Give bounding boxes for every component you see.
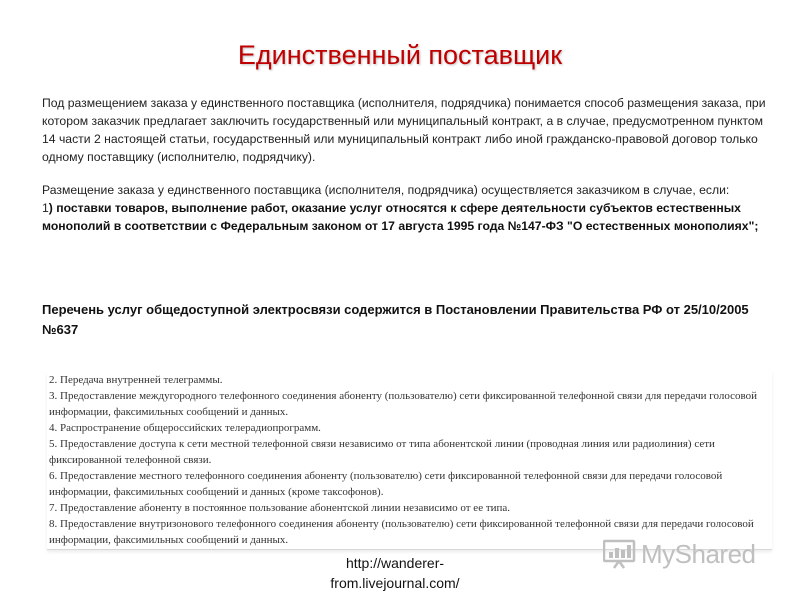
- definition-paragraph: Под размещением заказа у единственного поставщика (исполнителя, подрядчика) понимается способ размещения заказа, при котором заказчик предлагает заключить государственный или муниципальный контракт, а в случае, предусмотренном пунктом 14 части 2 настоящей статьи, государственный или муниципальный контракт либо иной гражданско-правовой договор только одному поставщику (исполнителю, подрядчику).: [42, 96, 766, 164]
- list-item: 3. Предоставление междугородного телефонного соединения абоненту (пользователю) сети фиксированной телефонной связи для передачи голосовой информации, факсимильных сообщений и данных.: [49, 390, 757, 418]
- condition-item-number: 1: [42, 201, 49, 215]
- logo-text: MyShared: [641, 538, 756, 569]
- myshared-logo[interactable]: [603, 536, 773, 572]
- list-item: 7. Предоставление абоненту в постоянное пользование абонентской линии независимо от ее типа.: [49, 502, 511, 514]
- list-item: 8. Предоставление внутризонового телефонного соединения абоненту (пользователю) сети фиксированной телефонной связи для передачи голосовой информации, факсимильных сообщений и данных.: [49, 518, 754, 546]
- list-item: 4. Распространение общероссийских телерадиопрограмм.: [49, 422, 321, 434]
- list-item: 2. Передача внутренней телеграммы.: [49, 374, 223, 386]
- source-link[interactable]: http://wanderer-from.livejournal.com/: [330, 555, 460, 591]
- list-item: 5. Предоставление доступа к сети местной телефонной связи независимо от типа абонентской линии (проводная линия или радиолиния) сети фиксированной телефонной связи.: [49, 438, 715, 466]
- services-list: [47, 372, 772, 550]
- list-item: 6. Предоставление местного телефонного соединения абоненту (пользователю) сети фиксированной телефонной связи для передачи голосовой информации, факсимильных сообщений и данных (кроме таксофонов).: [49, 470, 723, 498]
- slide-title: Единственный поставщик: [237, 40, 563, 70]
- condition-item-text: ) поставки товаров, выполнение работ, оказание услуг относятся к сфере деятельности субъектов естественных монополий в соответствии с Федеральным законом от 17 августа 1995 года №147-ФЗ "О естественных монополиях";: [42, 201, 759, 233]
- services-list-heading: Перечень услуг общедоступной электросвязи содержится в Постановлении Правительства РФ от 25/10/2005 №637: [42, 302, 749, 337]
- conditions-intro: Размещение заказа у единственного поставщика (исполнителя, подрядчика) осуществляется заказчиком в случае, если:: [42, 183, 730, 197]
- conditions-paragraph: [42, 181, 772, 235]
- presentation-board-icon: [603, 539, 637, 569]
